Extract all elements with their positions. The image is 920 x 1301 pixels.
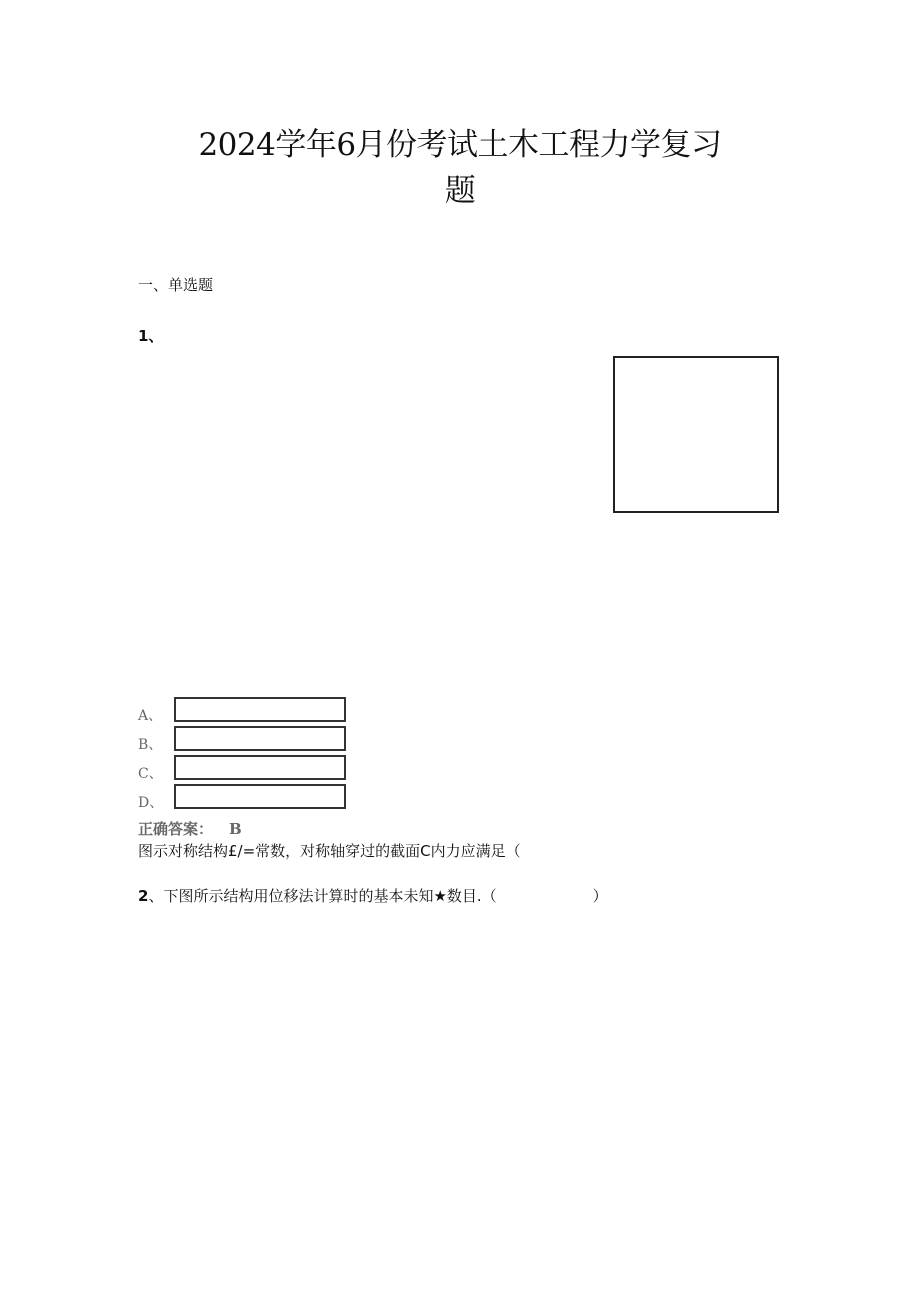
correct-answer-label: 正确答案： xyxy=(138,820,214,838)
page-title xyxy=(130,122,790,214)
correct-answer xyxy=(138,818,242,839)
question-1-number: 1、 xyxy=(138,327,164,345)
option-b-letter: B、 xyxy=(138,737,163,753)
option-c-letter: C、 xyxy=(138,766,163,782)
title-line-1: 2024学年6月份考试土木工程力学复习 xyxy=(198,127,722,163)
option-d-letter: D、 xyxy=(138,795,164,811)
option-a-letter: A、 xyxy=(138,708,163,724)
question-2 xyxy=(138,885,608,906)
option-c-image xyxy=(174,755,346,780)
option-d-image xyxy=(174,784,346,809)
option-a-image xyxy=(174,697,346,722)
question-2-number: 2 xyxy=(138,887,149,905)
question-2-paren-close: ） xyxy=(592,887,608,905)
title-line-2: 题 xyxy=(444,173,476,209)
question-2-text: 、下图所示结构用位移法计算时的基本未知★数目.（ xyxy=(148,887,497,905)
section-heading: 一、单选题 xyxy=(138,276,214,294)
option-b-image xyxy=(174,726,346,751)
question-1-text: 图示对称结构£/=常数，对称轴穿过的截面C内力应满足（ xyxy=(138,842,521,860)
correct-answer-value: B xyxy=(229,820,242,838)
question-1-figure xyxy=(613,356,779,513)
